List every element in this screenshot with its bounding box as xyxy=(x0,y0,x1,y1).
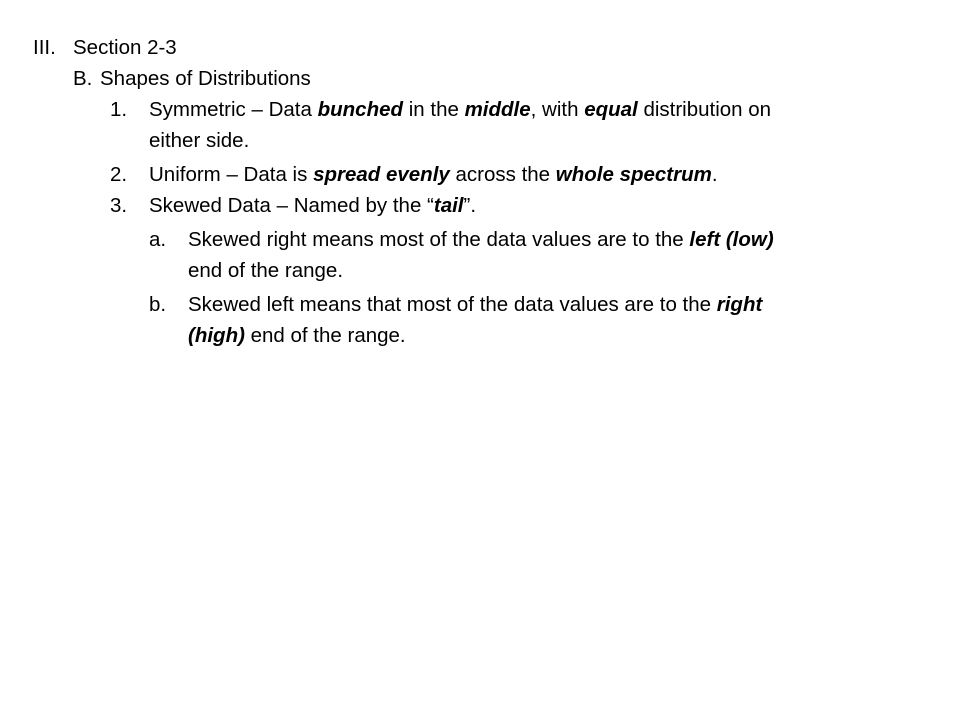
section-marker: III. xyxy=(33,36,56,59)
emphasis-text: right xyxy=(716,293,763,316)
list-item-marker: 1. xyxy=(110,98,128,121)
list-item-text xyxy=(149,190,476,222)
sub-item-text xyxy=(188,224,774,256)
subsection-title: Shapes of Distributions xyxy=(100,67,311,90)
subsection-marker: B. xyxy=(73,67,93,90)
sub-item-text xyxy=(188,320,406,352)
emphasis-text: (high) xyxy=(188,324,245,347)
sub-item-marker: b. xyxy=(149,293,167,316)
emphasis-text: tail xyxy=(433,194,464,217)
text-run: Skewed right means most of the data values are to the xyxy=(188,228,690,251)
text-run: in the xyxy=(403,98,465,121)
text-run: Uniform – Data is xyxy=(149,163,314,186)
list-item-marker: 2. xyxy=(110,163,128,186)
emphasis-text: middle xyxy=(464,98,531,121)
text-run: Skewed left means that most of the data values are to the xyxy=(188,293,717,316)
emphasis-text: equal xyxy=(584,98,638,121)
list-item-text: either side. xyxy=(149,129,250,152)
text-run: ”. xyxy=(463,194,477,217)
emphasis-text: left (low) xyxy=(689,228,774,251)
section-title: Section 2-3 xyxy=(73,36,177,59)
text-run: Symmetric – Data xyxy=(149,98,318,121)
emphasis-text: whole spectrum xyxy=(555,163,712,186)
list-item-marker: 3. xyxy=(110,194,128,217)
sub-item-text: end of the range. xyxy=(188,259,344,282)
emphasis-text: spread evenly xyxy=(313,163,450,186)
list-item-text xyxy=(149,94,771,126)
text-run: across the xyxy=(449,163,556,186)
text-run: Skewed Data – Named by the “ xyxy=(149,194,434,217)
text-run: , with xyxy=(530,98,585,121)
text-run: end of the range. xyxy=(244,324,406,347)
sub-item-marker: a. xyxy=(149,228,167,251)
text-run: . xyxy=(711,163,718,186)
emphasis-text: bunched xyxy=(317,98,404,121)
sub-item-text xyxy=(188,289,762,321)
text-run: distribution on xyxy=(637,98,772,121)
list-item-text xyxy=(149,159,718,191)
